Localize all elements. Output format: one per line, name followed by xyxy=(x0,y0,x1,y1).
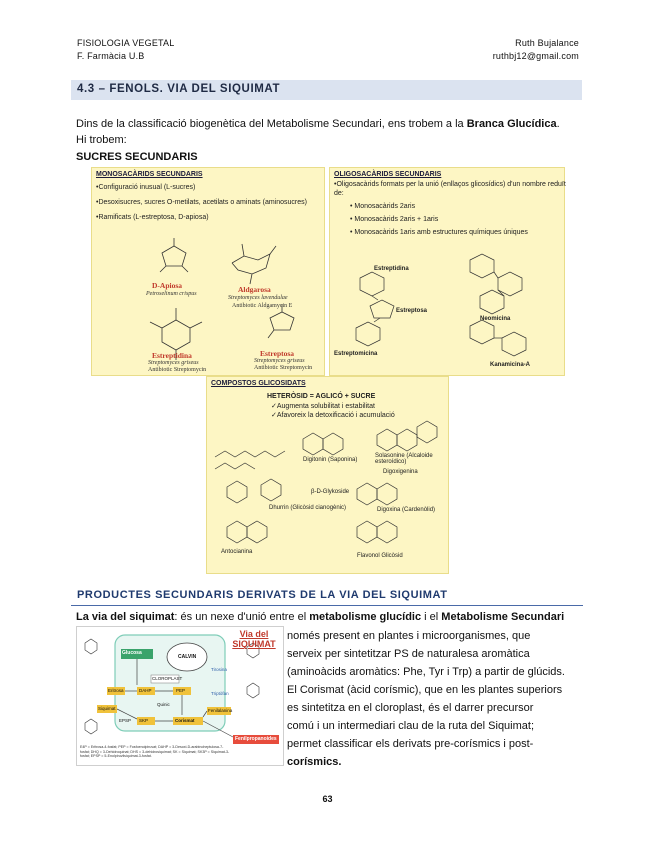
oligo-mol-neomicina: Neomicina xyxy=(480,316,511,322)
diagram-node-calvin: CALVIN xyxy=(178,654,197,660)
s2-line-3: (aminoàcids aromàtics: Phe, Tyr i Trp) a partir de glúcids. xyxy=(287,666,565,678)
mono-item-3: •Ramificats (L-estreptosa, D-apiosa) xyxy=(96,214,209,221)
section2-title-bar xyxy=(71,586,583,606)
gluco-mol-glykoside: β-D-Glykoside xyxy=(311,489,350,495)
s2-intro-e: Metabolisme Secundari xyxy=(441,611,565,623)
diagram-node-dahp: DAHP xyxy=(139,688,152,693)
diagram-node-quinic: Quinic xyxy=(157,702,170,707)
author-email: ruthbj12@gmail.com xyxy=(492,51,579,61)
s2-line-4: El Corismat (àcid corísmic), que en les plantes superiors xyxy=(287,684,563,696)
oligo-mol-estreptosa: Estreptosa xyxy=(396,308,428,314)
diagram-legend: E4P = Eritrosa-4-fosfat; PEP = Fosfoenolpiruvat; DAHP = 3-Desoxi-D-arabinoheptulosa-7-fosfat; DHQ = 3-Dehidroquinat; DHS = 3-dehidrosiquimat; SK = Siquimat; SK3P = Siquimat-3-fosfat; EPSP = 5-Enolpiruvilsiquimat-3-fosfat. xyxy=(80,745,230,758)
s2-line-6: comú i un intermediari clau de la ruta del Siquimat; xyxy=(287,720,535,732)
mol-aldgarosa-source: Streptomyces lavendulae xyxy=(228,295,288,301)
shikimate-diagram xyxy=(76,626,284,766)
oligo-item-1: • Monosacàrids 2aris xyxy=(350,203,416,210)
diagram-node-skp: SKP xyxy=(139,718,149,723)
mono-item-2: •Desoxisucres, sucres O-metilats, acetilats o aminats (aminosucres) xyxy=(96,199,307,206)
diagram-title-1: Via del xyxy=(239,629,269,639)
intro-line-2: Hi trobem: xyxy=(76,134,127,146)
author-name: Ruth Bujalance xyxy=(515,38,579,48)
diagram-node-triptofan: Triptòfan xyxy=(211,691,229,696)
s2-line-2: serveix per sintetitzar PS de naturalesa aromàtica xyxy=(287,648,530,660)
mol-aldgarosa-name: Aldgarosa xyxy=(238,285,271,294)
oligo-structures xyxy=(330,168,564,375)
intro-text-b: Branca Glucídica xyxy=(466,118,557,130)
oligo-item-2: • Monosacàrids 2aris + 1aris xyxy=(350,216,439,223)
oligo-intro-2: de: xyxy=(334,190,344,197)
course-name: FISIOLOGIA VEGETAL xyxy=(77,38,175,48)
gluco-structures xyxy=(207,377,448,573)
panel-title-mono: MONOSACÀRIDS SECUNDARIS xyxy=(96,171,203,178)
gluco-check-1: ✓Augmenta solubilitat i estabilitat xyxy=(271,403,375,410)
panel-monosaccharides xyxy=(91,167,325,376)
gluco-mol-solasonine: Solasonine (Alcaloide esteroídico) xyxy=(375,453,433,465)
panel-title-oligo: OLIGOSACÀRIDS SECUNDARIS xyxy=(334,171,442,178)
faculty-name: F. Farmàcia U.B xyxy=(77,51,145,61)
mol-estreptidina-note: Antibiotic Streptomycin xyxy=(148,367,207,373)
mol-aldgarosa-note: Antibiotic Aldgamycin E xyxy=(232,303,293,309)
s2-line-1: només present en plantes i microorganismes, que xyxy=(287,630,531,642)
s2-intro-a: La via del siquimat xyxy=(76,611,175,623)
s2-line-8: corísmics. xyxy=(287,756,342,768)
oligo-item-3: • Monosacàrids 1aris amb estructures químiques úniques xyxy=(350,229,528,236)
mol-estreptosa-name: Estreptosa xyxy=(260,349,295,358)
section2-title: PRODUCTES SECUNDARIS DERIVATS DE LA VIA DEL SIQUIMAT xyxy=(77,589,448,601)
oligo-mol-kanamicina: Kanamicina-A xyxy=(490,362,531,368)
mol-apiosa-name: D-Apiosa xyxy=(152,281,183,290)
gluco-check-2: ✓Afavoreix la detoxificació i acumulació xyxy=(271,412,395,419)
s2-line-7: permet classificar els derivats pre-corísmics i post- xyxy=(287,738,534,750)
section-title: 4.3 – FENOLS. VIA DEL SIQUIMAT xyxy=(77,83,281,95)
page-number: 63 xyxy=(322,794,333,804)
diagram-node-siquimat: Siquimat xyxy=(98,706,116,711)
intro-text-a: Dins de la classificació biogenètica del Metabolisme Secundari, ens trobem a la xyxy=(76,118,467,130)
section2-intro xyxy=(76,609,586,625)
diagram-node-corismat: Corismat xyxy=(175,718,195,723)
intro-paragraph xyxy=(76,116,586,132)
section-title-bar xyxy=(71,80,582,100)
diagram-node-fenilalanina: Fenilalanina xyxy=(208,708,233,713)
diagram-node-glucosa: Glucosa xyxy=(122,650,142,656)
gluco-mol-flavonol: Flavonol Glicòsid xyxy=(357,553,403,559)
mol-estreptosa-note: Antibiotic Streptomycin xyxy=(254,365,313,371)
gluco-mol-digoxina: Digoxina (Cardenòlid) xyxy=(377,507,436,513)
mono-item-1: •Configuració inusual (L-sucres) xyxy=(96,184,196,191)
diagram-node-eritrosa: Eritrosa xyxy=(108,688,124,693)
mol-estreptidina-source: Streptomyces griseus xyxy=(148,360,199,366)
header-left xyxy=(77,37,174,63)
s2-intro-c: metabolisme glucídic xyxy=(309,611,422,623)
s2-line-5: es sintetitza en el cloroplast, és el darrer precursor xyxy=(287,702,534,714)
header-right xyxy=(493,37,579,63)
diagram-node-epsp: EPSP xyxy=(119,718,132,723)
panel-oligosaccharides xyxy=(329,167,565,376)
mono-structures xyxy=(92,168,324,375)
diagram-title-2: SIQUIMAT xyxy=(232,639,276,649)
panel-title-gluco: COMPOSTOS GLICOSIDATS xyxy=(211,380,306,387)
s2-intro-d: i el xyxy=(421,611,442,623)
s2-intro-b: : és un nexe d'unió entre el xyxy=(174,611,310,623)
mol-estreptidina-name: Estreptidina xyxy=(152,351,192,360)
panel-glycosides xyxy=(206,376,449,574)
diagram-node-tirosina: Tirosina xyxy=(211,667,227,672)
diagram-node-fenilpropanoides: Fenilpropanoides xyxy=(235,736,277,742)
diagram-title xyxy=(229,629,279,649)
gluco-mol-digitonin: Digitonin (Saponina) xyxy=(303,457,358,463)
mol-estreptosa-source: Streptomyces griseus xyxy=(254,358,305,364)
gluco-mol-antocianina: Antocianina xyxy=(221,549,253,555)
oligo-mol-estreptomicina: Estreptomicina xyxy=(334,351,378,357)
gluco-mol-digoxigenina: Digoxigenina xyxy=(383,469,418,475)
oligo-intro-1: •Oligosacàrids formats per la unió (enllaços glicosídics) d'un nombre reduït xyxy=(334,181,566,188)
intro-text-c: . xyxy=(556,118,560,130)
mol-apiosa-source: Petroselinum crispus xyxy=(146,291,197,297)
diagram-node-cloroplast: CLOROPLAST xyxy=(152,676,183,681)
gluco-mol-dhurrin: Dhurrin (Glicòsid cianogènic) xyxy=(269,505,347,511)
gluco-formula: HETERÒSID = AGLICÓ + SUCRE xyxy=(267,393,376,400)
subtitle-sucres: SUCRES SECUNDARIS xyxy=(76,151,198,163)
oligo-mol-estreptidina: Estreptidina xyxy=(374,266,409,272)
diagram-node-pep: PEP xyxy=(176,688,186,693)
